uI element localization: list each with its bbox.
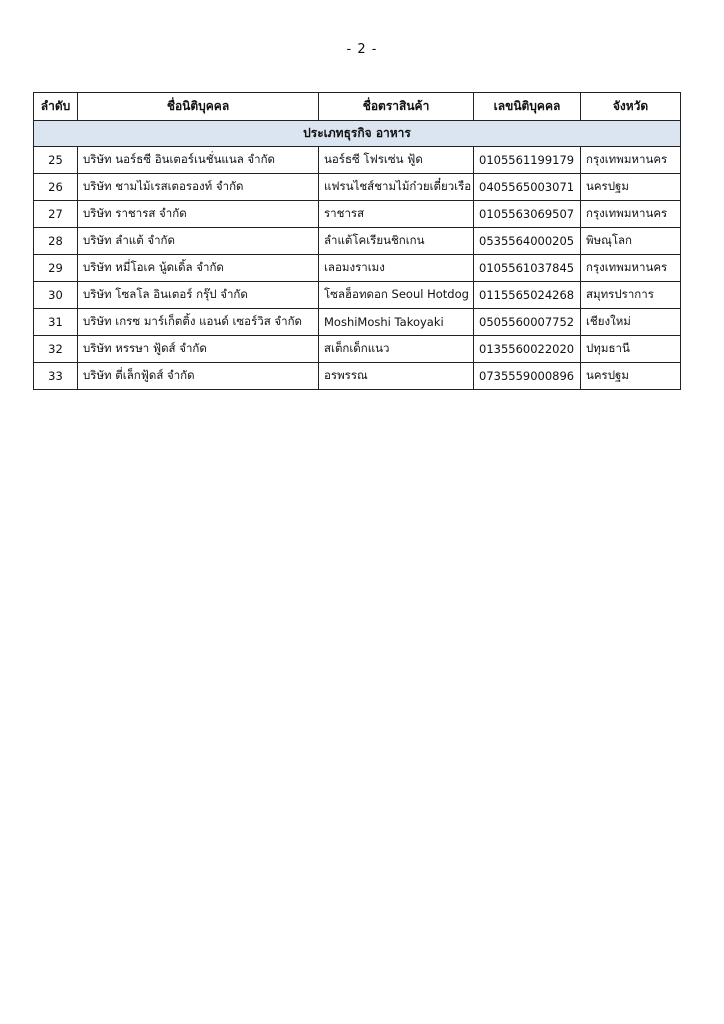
cell-brand-name: อรพรรณ [319, 363, 474, 390]
table-row [34, 309, 681, 336]
cell-province: เชียงใหม่ [581, 309, 681, 336]
table-row [34, 363, 681, 390]
cell-seq: 27 [34, 201, 78, 228]
cell-company-name: บริษัท ตี่เล็กฟู้ดส์ จำกัด [78, 363, 319, 390]
cell-brand-name: MoshiMoshi Takoyaki [319, 309, 474, 336]
cell-brand-name: ลำแต้โคเรียนชิกเกน [319, 228, 474, 255]
cell-company-name: บริษัท ราชารส จำกัด [78, 201, 319, 228]
franchise-registry-table [33, 92, 681, 390]
header-registration-number: เลขนิติบุคคล [474, 93, 581, 121]
page-number: - 2 - [346, 42, 378, 57]
table-row [34, 201, 681, 228]
header-brand-name: ชื่อตราสินค้า [319, 93, 474, 121]
cell-seq: 30 [34, 282, 78, 309]
cell-registration-number: 0105563069507 [474, 201, 581, 228]
cell-province: พิษณุโลก [581, 228, 681, 255]
table-row [34, 255, 681, 282]
cell-registration-number: 0535564000205 [474, 228, 581, 255]
table-row [34, 174, 681, 201]
cell-registration-number: 0105561199179 [474, 147, 581, 174]
cell-company-name: บริษัท หมี่โอเค นู้ดเดิ้ล จำกัด [78, 255, 319, 282]
cell-seq: 33 [34, 363, 78, 390]
table-body [34, 121, 681, 390]
cell-seq: 29 [34, 255, 78, 282]
cell-brand-name: โซลฮ็อทดอก Seoul Hotdog [319, 282, 474, 309]
table-row [34, 336, 681, 363]
cell-seq: 25 [34, 147, 78, 174]
cell-brand-name: เลอมงราเมง [319, 255, 474, 282]
table-row [34, 228, 681, 255]
cell-registration-number: 0735559000896 [474, 363, 581, 390]
cell-company-name: บริษัท เกรซ มาร์เก็ตติ้ง แอนด์ เซอร์วิส จำกัด [78, 309, 319, 336]
table-row [34, 147, 681, 174]
cell-seq: 26 [34, 174, 78, 201]
table-header-row [34, 93, 681, 121]
cell-seq: 28 [34, 228, 78, 255]
cell-seq: 32 [34, 336, 78, 363]
cell-province: นครปฐม [581, 363, 681, 390]
cell-company-name: บริษัท ชามไม้เรสเตอรองท์ จำกัด [78, 174, 319, 201]
cell-brand-name: แฟรนไชส์ชามไม้ก๋วยเตี๋ยวเรือ [319, 174, 474, 201]
cell-company-name: บริษัท หรรษา ฟู้ดส์ จำกัด [78, 336, 319, 363]
cell-brand-name: นอร์ธซี โฟรเซ่น ฟู้ด [319, 147, 474, 174]
header-province: จังหวัด [581, 93, 681, 121]
category-label: ประเภทธุรกิจ อาหาร [34, 121, 681, 147]
cell-registration-number: 0105561037845 [474, 255, 581, 282]
cell-company-name: บริษัท นอร์ธซี อินเตอร์เนชั่นแนล จำกัด [78, 147, 319, 174]
cell-seq: 31 [34, 309, 78, 336]
cell-company-name: บริษัท โซลโล อินเตอร์ กรุ๊ป จำกัด [78, 282, 319, 309]
header-seq: ลำดับ [34, 93, 78, 121]
cell-registration-number: 0135560022020 [474, 336, 581, 363]
cell-province: นครปฐม [581, 174, 681, 201]
table-row [34, 282, 681, 309]
cell-registration-number: 0115565024268 [474, 282, 581, 309]
category-row [34, 121, 681, 147]
cell-province: กรุงเทพมหานคร [581, 201, 681, 228]
cell-brand-name: ราชารส [319, 201, 474, 228]
header-company-name: ชื่อนิติบุคคล [78, 93, 319, 121]
cell-province: ปทุมธานี [581, 336, 681, 363]
cell-province: กรุงเทพมหานคร [581, 147, 681, 174]
cell-brand-name: สเต็กเด็กแนว [319, 336, 474, 363]
cell-province: สมุทรปราการ [581, 282, 681, 309]
cell-province: กรุงเทพมหานคร [581, 255, 681, 282]
cell-registration-number: 0405565003071 [474, 174, 581, 201]
cell-registration-number: 0505560007752 [474, 309, 581, 336]
cell-company-name: บริษัท ลำแต้ จำกัด [78, 228, 319, 255]
